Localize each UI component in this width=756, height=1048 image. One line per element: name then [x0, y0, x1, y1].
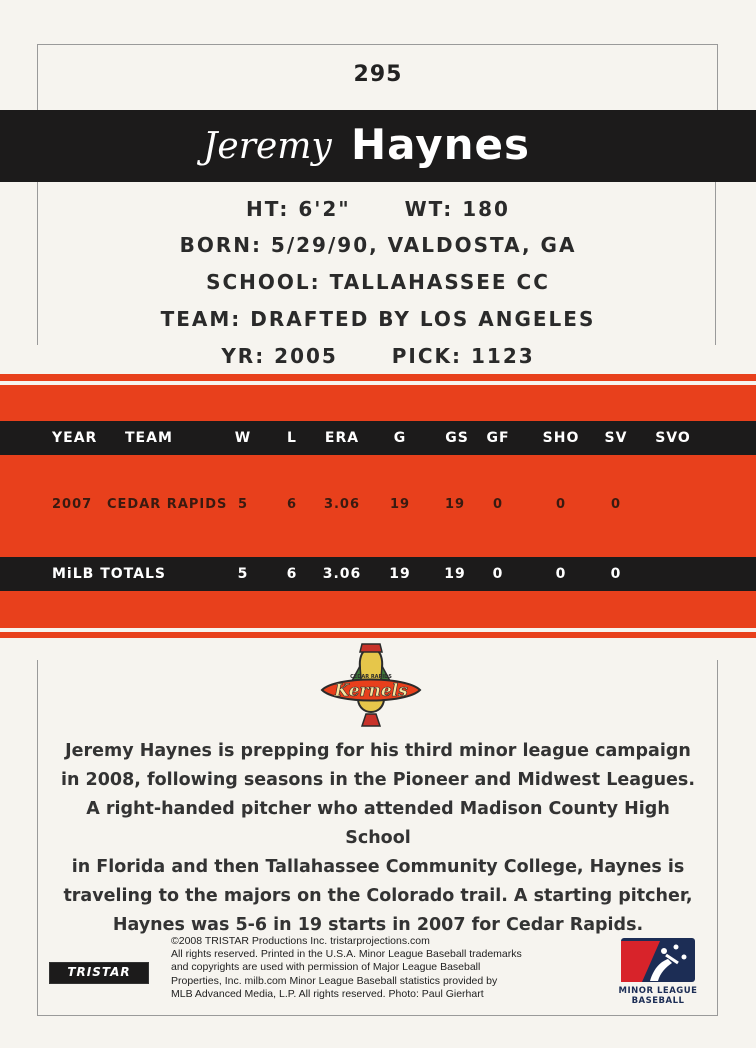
col-header-sv: SV — [604, 430, 628, 446]
player-blurb — [52, 737, 704, 940]
milb-text-line1: MINOR LEAGUE — [618, 986, 698, 996]
legal-line: All rights reserved. Printed in the U.S.A. Minor League Baseball trademarks — [171, 948, 522, 961]
weight-value: 180 — [462, 197, 510, 221]
blurb-line: traveling to the majors on the Colorado trail. A starting pitcher, — [63, 886, 693, 906]
bio-born: BORN: 5/29/90, VALDOSTA, GA — [179, 233, 577, 257]
band-stripe-top — [0, 381, 756, 385]
col-header-year: YEAR — [52, 430, 98, 446]
tristar-logo-text: TRISTAR — [67, 965, 131, 979]
weight-label: WT: — [404, 197, 454, 221]
stat-team: CEDAR RAPIDS — [107, 497, 228, 512]
stat-gf: 0 — [492, 497, 504, 512]
legal-line: MLB Advanced Media, L.P. All rights reserved. Photo: Paul Gierhart — [171, 987, 484, 1000]
totals-gf: 0 — [492, 566, 504, 582]
legal-line: Properties, Inc. milb.com Minor League Baseball statistics provided by — [171, 974, 498, 987]
height-value: 6'2" — [298, 197, 351, 221]
totals-sho: 0 — [555, 566, 567, 582]
band-stripe-bottom — [0, 628, 756, 632]
stat-w: 5 — [237, 497, 249, 512]
legal-line: ©2008 TRISTAR Productions Inc. tristarprojections.com — [171, 935, 430, 947]
logo-wordmark: Kernels — [334, 681, 408, 701]
blurb-line: in Florida and then Tallahassee Community College, Haynes is — [71, 857, 685, 877]
totals-sv: 0 — [610, 566, 622, 582]
bio-height-weight — [0, 197, 756, 221]
milb-text-line2: BASEBALL — [631, 996, 685, 1006]
legal-line: and copyrights are used with permission of Major League Baseball — [171, 961, 481, 974]
totals-l: 6 — [286, 566, 298, 582]
blurb-line: Jeremy Haynes is prepping for his third minor league campaign — [65, 741, 691, 761]
totals-g: 19 — [389, 566, 411, 582]
bio-year: YR: 2005 — [221, 344, 338, 368]
stats-header-bar — [0, 421, 756, 455]
totals-gs: 19 — [444, 566, 466, 582]
bio-pick: PICK: 1123 — [391, 344, 535, 368]
col-header-era: ERA — [324, 430, 360, 446]
col-header-g: G — [393, 430, 407, 446]
col-header-gs: GS — [445, 430, 469, 446]
milb-logo-icon — [620, 937, 696, 983]
player-last-name: Haynes — [351, 120, 530, 169]
stat-l: 6 — [286, 497, 298, 512]
bio-school: SCHOOL: TALLAHASSEE CC — [206, 270, 550, 294]
col-header-l: L — [287, 430, 297, 446]
stat-year: 2007 — [52, 497, 93, 512]
legal-text — [171, 935, 601, 1001]
stat-sv: 0 — [610, 497, 622, 512]
blurb-line: in 2008, following seasons in the Pioneer and Midwest Leagues. — [61, 770, 695, 790]
stat-g: 19 — [389, 497, 411, 512]
totals-w: 5 — [237, 566, 249, 582]
height-label: HT: — [246, 197, 290, 221]
stat-sho: 0 — [555, 497, 567, 512]
blurb-line: Haynes was 5-6 in 19 starts in 2007 for Cedar Rapids. — [112, 915, 644, 935]
col-header-team: TEAM — [125, 430, 173, 446]
bio-team: TEAM: DRAFTED BY LOS ANGELES — [160, 307, 596, 331]
stat-era: 3.06 — [323, 497, 361, 512]
logo-subtext: CEDAR RAPIDS — [350, 674, 392, 680]
col-header-w: W — [234, 430, 252, 446]
player-first-name: Jeremy — [203, 126, 332, 167]
stat-gs: 19 — [444, 497, 466, 512]
blurb-line: A right-handed pitcher who attended Madison County High School — [86, 799, 670, 848]
kernels-team-logo — [316, 640, 426, 730]
totals-era: 3.06 — [322, 566, 362, 582]
col-header-svo: SVO — [655, 430, 691, 446]
tristar-logo — [49, 962, 149, 984]
card-number: 295 — [353, 62, 403, 87]
col-header-gf: GF — [486, 430, 510, 446]
col-header-sho: SHO — [542, 430, 580, 446]
totals-label: MiLB TOTALS — [52, 566, 166, 582]
bio-year-pick — [0, 344, 756, 368]
